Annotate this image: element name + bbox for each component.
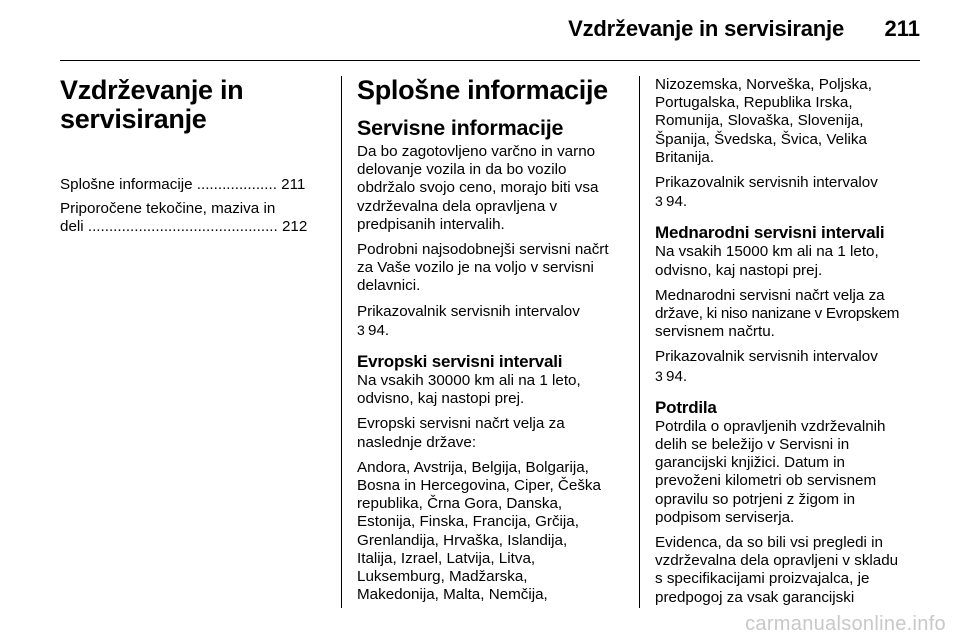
chapter-title bbox=[60, 76, 330, 134]
paragraph bbox=[357, 143, 632, 234]
column-3 bbox=[655, 76, 923, 614]
text-line: delovanje vozila in da bo vozilo bbox=[357, 161, 567, 179]
text-line: predpogoj za vsak garancijski bbox=[655, 588, 855, 606]
toc-entry-text[interactable]: Splošne informacije ................... 211 bbox=[60, 176, 306, 193]
subsection-title: Evropski servisni intervali bbox=[357, 352, 563, 372]
toc-entry[interactable] bbox=[60, 176, 330, 194]
text-line: Podrobni najsodobnejši servisni načrt bbox=[357, 241, 609, 259]
text-line: opravilu so potrjeni z žigom in bbox=[655, 490, 856, 508]
text-line: Britanija. bbox=[655, 148, 715, 166]
crossref-arrow-icon: 3 bbox=[357, 321, 365, 338]
text-line: Evidenca, da so bili vsi pregledi in bbox=[655, 534, 883, 552]
crossref-link[interactable]: 94. bbox=[666, 367, 688, 385]
paragraph bbox=[655, 243, 923, 279]
text-line: države, ki niso nanizane v Evropskem bbox=[655, 305, 900, 323]
text-line: Prikazovalnik servisnih intervalov bbox=[357, 302, 580, 320]
text-line: predpisanih intervalih. bbox=[357, 215, 505, 233]
text-line: Makedonija, Malta, Nemčija, bbox=[357, 586, 548, 604]
paragraph bbox=[655, 287, 923, 342]
column-divider-1 bbox=[341, 76, 342, 608]
text-line: Luksemburg, Madžarska, bbox=[357, 568, 528, 586]
subsection-title: Mednarodni servisni intervali bbox=[655, 223, 885, 243]
text-line: Potrdila o opravljenih vzdrževalnih bbox=[655, 417, 886, 435]
crossref-link[interactable]: 94. bbox=[666, 193, 688, 211]
text-line: Nizozemska, Norveška, Poljska, bbox=[655, 76, 872, 93]
paragraph bbox=[655, 174, 923, 211]
subsection-title: Servisne informacije bbox=[357, 116, 564, 140]
toc-entry[interactable] bbox=[60, 200, 330, 236]
text-line: Na vsakih 30000 km ali na 1 leto, bbox=[357, 372, 581, 390]
text-line: republika, Črna Gora, Danska, bbox=[357, 495, 563, 513]
text-line: vzdrževalna dela opravljeni v skladu bbox=[655, 552, 899, 570]
text-line: delavnici. bbox=[357, 277, 421, 295]
paragraph bbox=[655, 348, 923, 385]
paragraph bbox=[357, 415, 632, 451]
header-rule bbox=[60, 60, 920, 61]
text-line: Na vsakih 15000 km ali na 1 leto, bbox=[655, 243, 879, 261]
text-line: Španija, Švedska, Švica, Velika bbox=[655, 130, 867, 148]
watermark: carmanualsonline.info bbox=[745, 613, 946, 635]
toc-entry-text[interactable]: deli ............................................. 212 bbox=[60, 218, 308, 236]
paragraph bbox=[357, 459, 632, 605]
text-line: Prikazovalnik servisnih intervalov bbox=[655, 174, 878, 192]
page-number: 211 bbox=[884, 16, 920, 41]
text-line: Italija, Izrael, Latvija, Litva, bbox=[357, 549, 536, 567]
column-divider-2 bbox=[639, 76, 640, 608]
text-line: garancijski knjižici. Datum in bbox=[655, 454, 845, 472]
paragraph bbox=[357, 372, 632, 408]
text-line: s specifikacijami proizvajalca, je bbox=[655, 570, 870, 588]
text-line: Andora, Avstrija, Belgija, Bolgarija, bbox=[357, 458, 589, 476]
toc-entry-text[interactable]: Priporočene tekočine, maziva in bbox=[60, 200, 276, 218]
text-line: Mednarodni servisni načrt velja za bbox=[655, 286, 885, 304]
text-line: naslednje države: bbox=[357, 433, 477, 451]
paragraph bbox=[655, 418, 923, 527]
text-line: Da bo zagotovljeno varčno in varno bbox=[357, 143, 596, 160]
page-header bbox=[60, 14, 920, 50]
paragraph bbox=[357, 303, 632, 340]
text-line: za Vaše vozilo je na voljo v servisni bbox=[357, 259, 594, 277]
subsection-title: Potrdila bbox=[655, 397, 717, 417]
text-line: prevoženi kilometri ob servisnem bbox=[655, 472, 877, 490]
text-line: Romunija, Slovaška, Slovenija, bbox=[655, 112, 864, 130]
text-line: Bosna in Hercegovina, Ciper, Češka bbox=[357, 477, 601, 495]
chapter-title-line: servisiranje bbox=[60, 104, 207, 134]
running-title: Vzdrževanje in servisiranje bbox=[568, 16, 844, 41]
text-line: odvisno, kaj nastopi prej. bbox=[655, 261, 823, 279]
paragraph bbox=[655, 534, 923, 607]
text-line: Evropski servisni načrt velja za bbox=[357, 415, 565, 433]
text-line: obdržalo svojo ceno, morajo biti vsa bbox=[357, 179, 599, 197]
text-line: delih se beležijo v Servisni in bbox=[655, 436, 850, 454]
column-2 bbox=[357, 76, 632, 611]
paragraph bbox=[655, 76, 923, 167]
text-line: Prikazovalnik servisnih intervalov bbox=[655, 348, 878, 366]
text-line: Grenlandija, Hrvaška, Islandija, bbox=[357, 531, 568, 549]
chapter-title-line: Vzdrževanje in bbox=[60, 75, 244, 105]
column-1 bbox=[60, 76, 330, 243]
crossref-arrow-icon: 3 bbox=[655, 193, 663, 210]
crossref-link[interactable]: 94. bbox=[368, 321, 390, 339]
paragraph bbox=[357, 241, 632, 296]
text-line: odvisno, kaj nastopi prej. bbox=[357, 390, 525, 408]
text-line: Estonija, Finska, Francija, Grčija, bbox=[357, 513, 579, 531]
section-title: Splošne informacije bbox=[357, 75, 608, 105]
crossref-arrow-icon: 3 bbox=[655, 367, 663, 384]
text-line: podpisom serviserja. bbox=[655, 508, 795, 526]
text-line: servisnem načrtu. bbox=[655, 323, 775, 341]
text-line: vzdrževalna dela opravljena v bbox=[357, 197, 558, 215]
text-line: Portugalska, Republika Irska, bbox=[655, 94, 853, 112]
